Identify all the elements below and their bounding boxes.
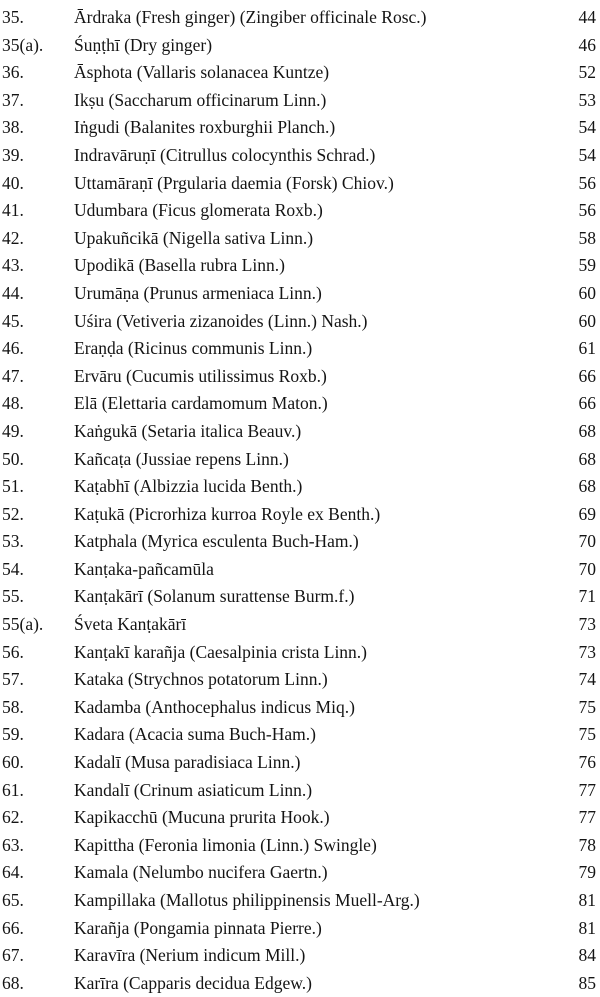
entry-number: 48.: [2, 393, 24, 414]
entry-page-number: 61: [578, 338, 596, 359]
toc-entry: [0, 777, 600, 805]
entry-number: 42.: [2, 227, 24, 248]
toc-entry: [0, 32, 600, 60]
toc-entry: [0, 694, 600, 722]
toc-entry: [0, 252, 600, 280]
entry-title: Indravāruṇī (Citrullus colocynthis Schrad.): [74, 144, 376, 165]
toc-entry: [0, 970, 600, 997]
entry-number: 35(a).: [2, 34, 44, 55]
toc-entry: [0, 501, 600, 529]
entry-page-number: 84: [578, 945, 596, 966]
entry-page-number: 66: [578, 393, 596, 414]
entry-title: Kampillaka (Mallotus philippinensis Muell-Arg.): [74, 890, 420, 910]
entry-page-number: 58: [578, 227, 596, 248]
entry-title: Ervāru (Cucumis utilissimus Roxb.): [74, 365, 327, 386]
entry-number: 55(a).: [2, 614, 44, 635]
entry-number: 55.: [2, 586, 24, 607]
entry-title: Kaṭukā (Picrorhiza kurroa Royle ex Benth.): [74, 503, 381, 524]
entry-number: 39.: [2, 144, 24, 165]
entry-number: 47.: [2, 365, 24, 386]
entry-page-number: 69: [578, 503, 596, 524]
entry-title: Kadamba (Anthocephalus indicus Miq.): [74, 696, 355, 717]
entry-number: 36.: [2, 62, 24, 83]
entry-page-number: 53: [578, 89, 596, 110]
entry-page-number: 71: [578, 586, 596, 607]
entry-number: 45.: [2, 310, 24, 331]
toc-entry: [0, 473, 600, 501]
entry-page-number: 60: [578, 282, 596, 303]
entry-number: 54.: [2, 558, 24, 579]
entry-title: Eraṇḍa (Ricinus communis Linn.): [74, 338, 313, 359]
entry-title: Kanṭakī karañja (Caesalpinia crista Linn.): [74, 641, 368, 662]
entry-number: 53.: [2, 531, 24, 552]
toc-entry: [0, 556, 600, 584]
entry-page-number: 46: [578, 34, 596, 55]
toc-entry: [0, 915, 600, 943]
entry-page-number: 73: [578, 641, 596, 662]
toc-entry: [0, 142, 600, 170]
entry-page-number: 81: [578, 917, 596, 938]
entry-title: Uśira (Vetiveria zizanoides (Linn.) Nash.): [74, 310, 368, 331]
entry-page-number: 59: [578, 255, 596, 276]
entry-page-number: 56: [578, 172, 596, 193]
entry-title: Śveta Kanṭakārī: [74, 614, 187, 635]
entry-number: 62.: [2, 807, 24, 828]
entry-page-number: 60: [578, 310, 596, 331]
entry-title: Ārdraka (Fresh ginger) (Zingiber officinale Rosc.): [74, 7, 427, 27]
entry-title: Kamala (Nelumbo nucifera Gaertn.): [74, 862, 328, 883]
entry-title: Karañja (Pongamia pinnata Pierre.): [74, 917, 322, 938]
entry-page-number: 54: [578, 144, 596, 165]
entry-title: Upakuñcikā (Nigella sativa Linn.): [74, 227, 314, 248]
entry-page-number: 70: [578, 558, 596, 579]
entry-title: Kadara (Acacia suma Buch-Ham.): [74, 724, 316, 745]
toc-entry: [0, 528, 600, 556]
entry-page-number: 81: [578, 890, 596, 910]
entry-title: Kadalī (Musa paradisiaca Linn.): [74, 752, 301, 773]
entry-number: 52.: [2, 503, 24, 524]
entry-title: Āsphota (Vallaris solanacea Kuntze): [74, 62, 330, 83]
entry-page-number: 44: [578, 7, 596, 27]
entry-title: Kanṭakārī (Solanum surattense Burm.f.): [74, 586, 355, 607]
toc-entry: [0, 666, 600, 694]
toc-entry: [0, 363, 600, 391]
toc-entry: [0, 114, 600, 142]
toc-entry: [0, 280, 600, 308]
entry-page-number: 68: [578, 448, 596, 469]
entry-page-number: 75: [578, 696, 596, 717]
toc-entry: [0, 197, 600, 225]
entry-page-number: 54: [578, 117, 596, 138]
toc-entry: [0, 87, 600, 115]
entry-title: Kataka (Strychnos potatorum Linn.): [74, 669, 328, 690]
entry-number: 61.: [2, 779, 24, 800]
entry-page-number: 85: [578, 972, 596, 993]
entry-page-number: 68: [578, 420, 596, 441]
toc-entry: [0, 446, 600, 474]
entry-page-number: 73: [578, 614, 596, 635]
entry-number: 43.: [2, 255, 24, 276]
entry-title: Karavīra (Nerium indicum Mill.): [74, 945, 306, 966]
entry-number: 37.: [2, 89, 24, 110]
entry-number: 65.: [2, 890, 24, 910]
toc-entry: [0, 418, 600, 446]
entry-page-number: 56: [578, 200, 596, 221]
entry-number: 50.: [2, 448, 24, 469]
toc-entry: [0, 859, 600, 887]
toc-entry: [0, 170, 600, 198]
entry-title: Kañcaṭa (Jussiae repens Linn.): [74, 448, 289, 469]
entry-title: Upodikā (Basella rubra Linn.): [74, 255, 285, 276]
entry-title: Iṅgudi (Balanites roxburghii Planch.): [74, 117, 336, 138]
toc-entry: [0, 832, 600, 860]
entry-number: 51.: [2, 476, 24, 497]
entry-number: 56.: [2, 641, 24, 662]
toc-entry: [0, 335, 600, 363]
entry-title: Kapikacchū (Mucuna prurita Hook.): [74, 807, 330, 828]
entry-title: Udumbara (Ficus glomerata Roxb.): [74, 200, 323, 221]
toc-entry: [0, 721, 600, 749]
entry-number: 49.: [2, 420, 24, 441]
toc-entry: [0, 59, 600, 87]
entry-title: Karīra (Capparis decidua Edgew.): [74, 972, 312, 993]
entry-page-number: 76: [578, 752, 596, 773]
entry-page-number: 77: [578, 807, 596, 828]
toc-entry: [0, 583, 600, 611]
entry-page-number: 75: [578, 724, 596, 745]
toc-entry: [0, 749, 600, 777]
toc-entry: [0, 887, 600, 915]
entry-title: Kandalī (Crinum asiaticum Linn.): [74, 779, 313, 800]
entry-number: 58.: [2, 696, 24, 717]
entry-number: 40.: [2, 172, 24, 193]
entry-number: 46.: [2, 338, 24, 359]
entry-page-number: 77: [578, 779, 596, 800]
entry-title: Śuṇṭhī (Dry ginger): [74, 34, 213, 55]
toc-entry: [0, 225, 600, 253]
toc-entry: [0, 611, 600, 639]
entry-title: Kanṭaka-pañcamūla: [74, 558, 214, 579]
entry-number: 57.: [2, 669, 24, 690]
entry-number: 59.: [2, 724, 24, 745]
entry-title: Ikṣu (Saccharum officinarum Linn.): [74, 89, 327, 110]
toc-entry: [0, 639, 600, 667]
entry-page-number: 78: [578, 834, 596, 855]
entry-page-number: 79: [578, 862, 596, 883]
entry-page-number: 66: [578, 365, 596, 386]
entry-number: 35.: [2, 7, 24, 27]
entry-number: 63.: [2, 834, 24, 855]
entry-number: 67.: [2, 945, 24, 966]
entry-title: Kaṭabhī (Albizzia lucida Benth.): [74, 476, 303, 497]
entry-title: Katphala (Myrica esculenta Buch-Ham.): [74, 531, 359, 552]
entry-number: 66.: [2, 917, 24, 938]
entry-page-number: 74: [578, 669, 596, 690]
toc-entry: [0, 942, 600, 970]
entry-number: 60.: [2, 752, 24, 773]
toc-entry: [0, 4, 600, 32]
toc-entry: [0, 308, 600, 336]
entry-page-number: 68: [578, 476, 596, 497]
entry-title: Kaṅgukā (Setaria italica Beauv.): [74, 420, 302, 441]
entry-title: Urumāṇa (Prunus armeniaca Linn.): [74, 282, 322, 303]
toc-entry: [0, 804, 600, 832]
entry-title: Uttamāraṇī (Prgularia daemia (Forsk) Chiov.): [74, 172, 394, 193]
entry-page-number: 70: [578, 531, 596, 552]
entry-number: 68.: [2, 972, 24, 993]
entry-title: Elā (Elettaria cardamomum Maton.): [74, 393, 328, 414]
entry-number: 38.: [2, 117, 24, 138]
entry-number: 41.: [2, 200, 24, 221]
entry-page-number: 52: [578, 62, 596, 83]
entry-number: 44.: [2, 282, 24, 303]
entry-title: Kapittha (Feronia limonia (Linn.) Swingle): [74, 834, 377, 855]
toc-entry: [0, 390, 600, 418]
entry-number: 64.: [2, 862, 24, 883]
